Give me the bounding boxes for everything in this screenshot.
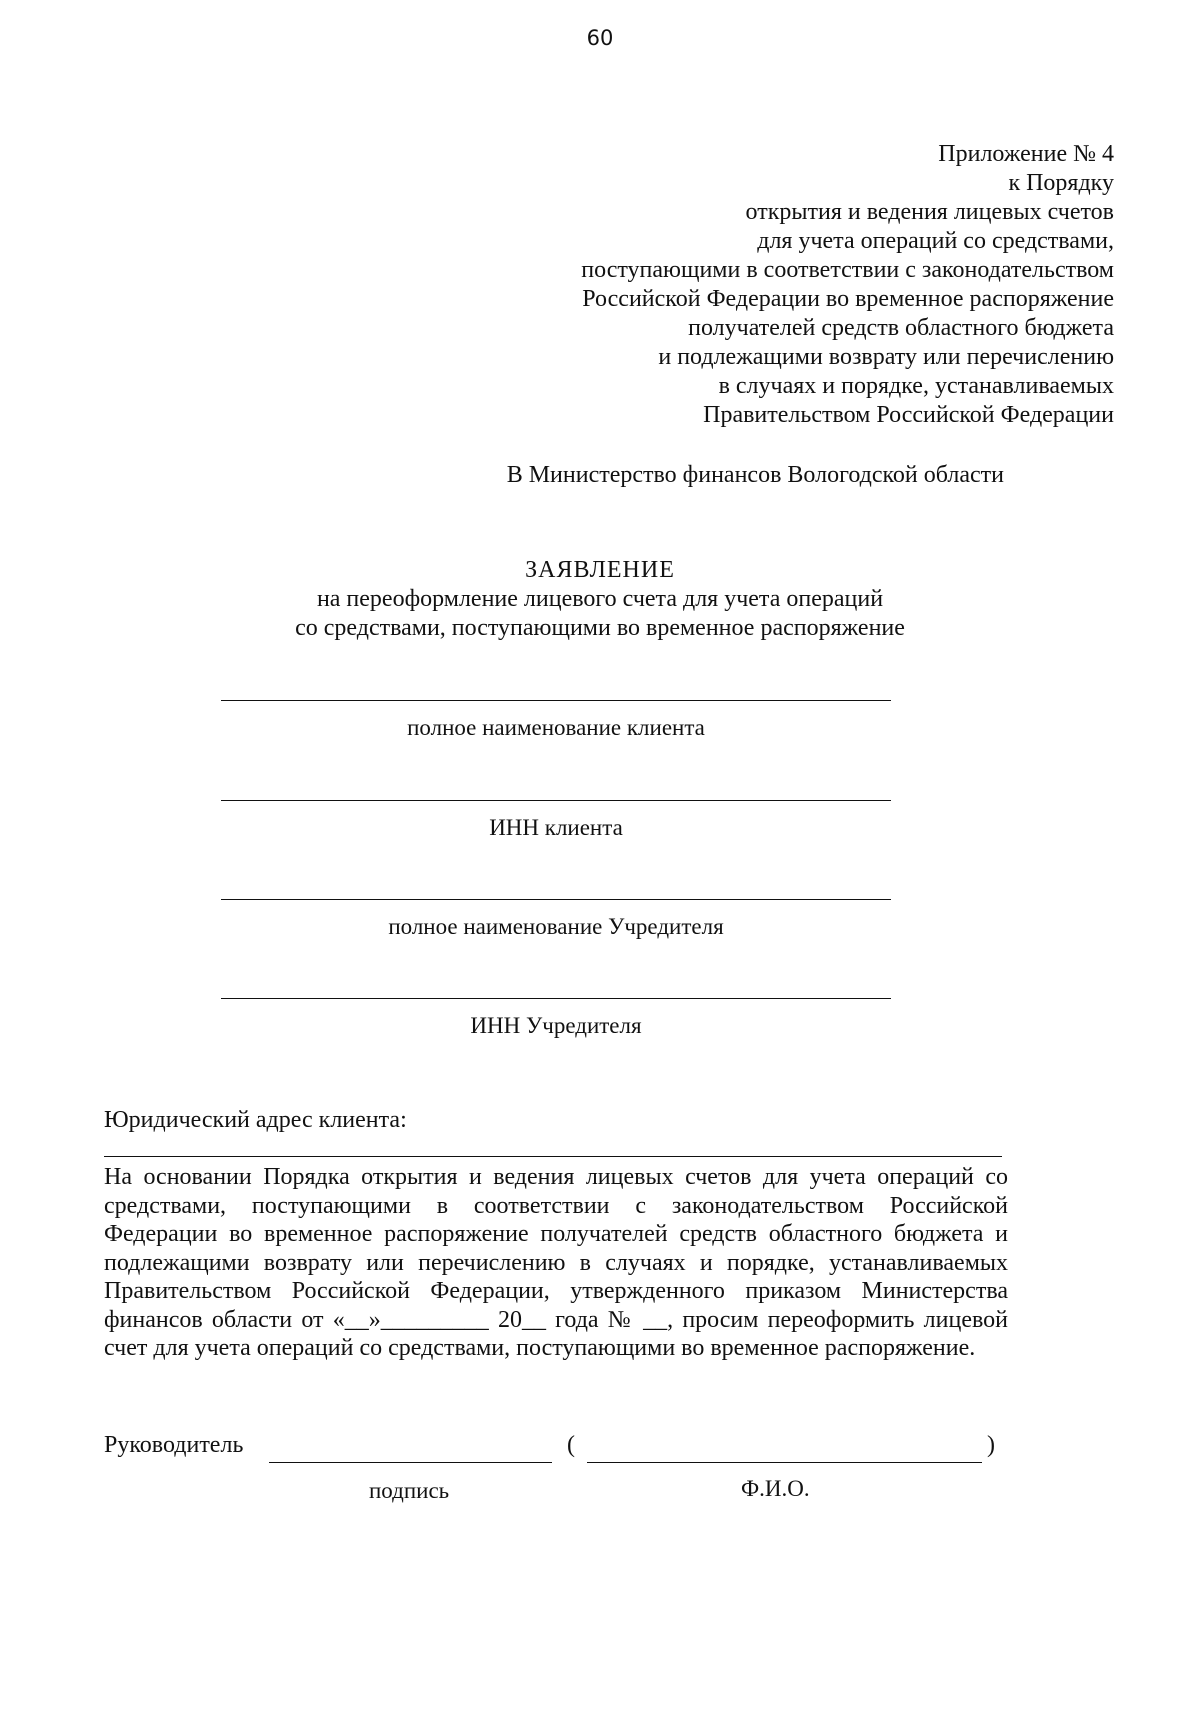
body-line: средствами, поступающими в соответствии с законодательством Российской (104, 1192, 1008, 1219)
legal-address-line[interactable] (104, 1156, 1002, 1157)
body-line: финансов области от «__»_________ 20__ года № __, просим переоформить лицевой (104, 1306, 1008, 1333)
document-title: ЗАЯВЛЕНИЕ (525, 557, 675, 583)
body-paragraph (104, 1163, 1008, 1363)
body-line: подлежащими возврату или перечислению в случаях и порядке, устанавливаемых (104, 1249, 1008, 1276)
legal-address-label: Юридический адрес клиента: (104, 1107, 407, 1133)
signature-caption: подпись (369, 1478, 450, 1503)
appendix-line: поступающими в соответствии с законодательством (581, 257, 1114, 283)
body-line: Федерации во временное распоряжение получателей средств областного бюджета и (104, 1221, 1008, 1247)
client-inn-field[interactable] (221, 800, 891, 841)
addressee: В Министерство финансов Вологодской области (506, 462, 1004, 488)
founder-name-field[interactable] (221, 899, 891, 940)
appendix-header (414, 140, 1114, 430)
client-name-field[interactable] (221, 700, 891, 741)
field-caption: ИНН клиента (489, 815, 623, 840)
fill-line[interactable] (221, 800, 891, 801)
appendix-line: к Порядку (1008, 170, 1114, 196)
signature-line[interactable] (269, 1462, 552, 1463)
document-subtitle-line: со средствами, поступающими во временное распоряжение (295, 615, 905, 641)
field-caption: полное наименование Учредителя (388, 914, 724, 939)
head-label: Руководитель (104, 1432, 244, 1458)
appendix-line: открытия и ведения лицевых счетов (745, 199, 1114, 225)
field-caption: ИНН Учредителя (470, 1013, 642, 1038)
founder-inn-field[interactable] (221, 998, 891, 1039)
paren-open: ( (567, 1432, 575, 1458)
appendix-line: и подлежащими возврату или перечислению (658, 344, 1114, 370)
fio-line[interactable] (587, 1462, 982, 1463)
appendix-line: Российской Федерации во временное распоряжение (582, 286, 1114, 312)
appendix-line: Приложение № 4 (938, 141, 1114, 167)
body-line: счет для учета операций со средствами, поступающими во временное распоряжение. (104, 1335, 976, 1361)
signature-row (104, 1424, 1004, 1464)
document-subtitle-line: на переоформление лицевого счета для учета операций (316, 586, 884, 612)
fill-line[interactable] (221, 899, 891, 900)
appendix-line: для учета операций со средствами, (757, 228, 1114, 254)
field-caption: полное наименование клиента (407, 715, 705, 740)
page-number: 60 (586, 26, 614, 50)
body-line: Правительством Российской Федерации, утвержденного приказом Министерства (104, 1278, 1008, 1304)
fill-line[interactable] (221, 998, 891, 999)
document-title-block (100, 556, 1100, 643)
appendix-line: Правительством Российской Федерации (703, 402, 1114, 428)
fio-caption: Ф.И.О. (741, 1476, 810, 1501)
body-line: На основании Порядка открытия и ведения лицевых счетов для учета операций со (104, 1164, 1008, 1190)
paren-close: ) (987, 1432, 995, 1458)
appendix-line: в случаях и порядке, устанавливаемых (718, 373, 1114, 399)
fill-line[interactable] (221, 700, 891, 701)
appendix-line: получателей средств областного бюджета (688, 315, 1114, 341)
